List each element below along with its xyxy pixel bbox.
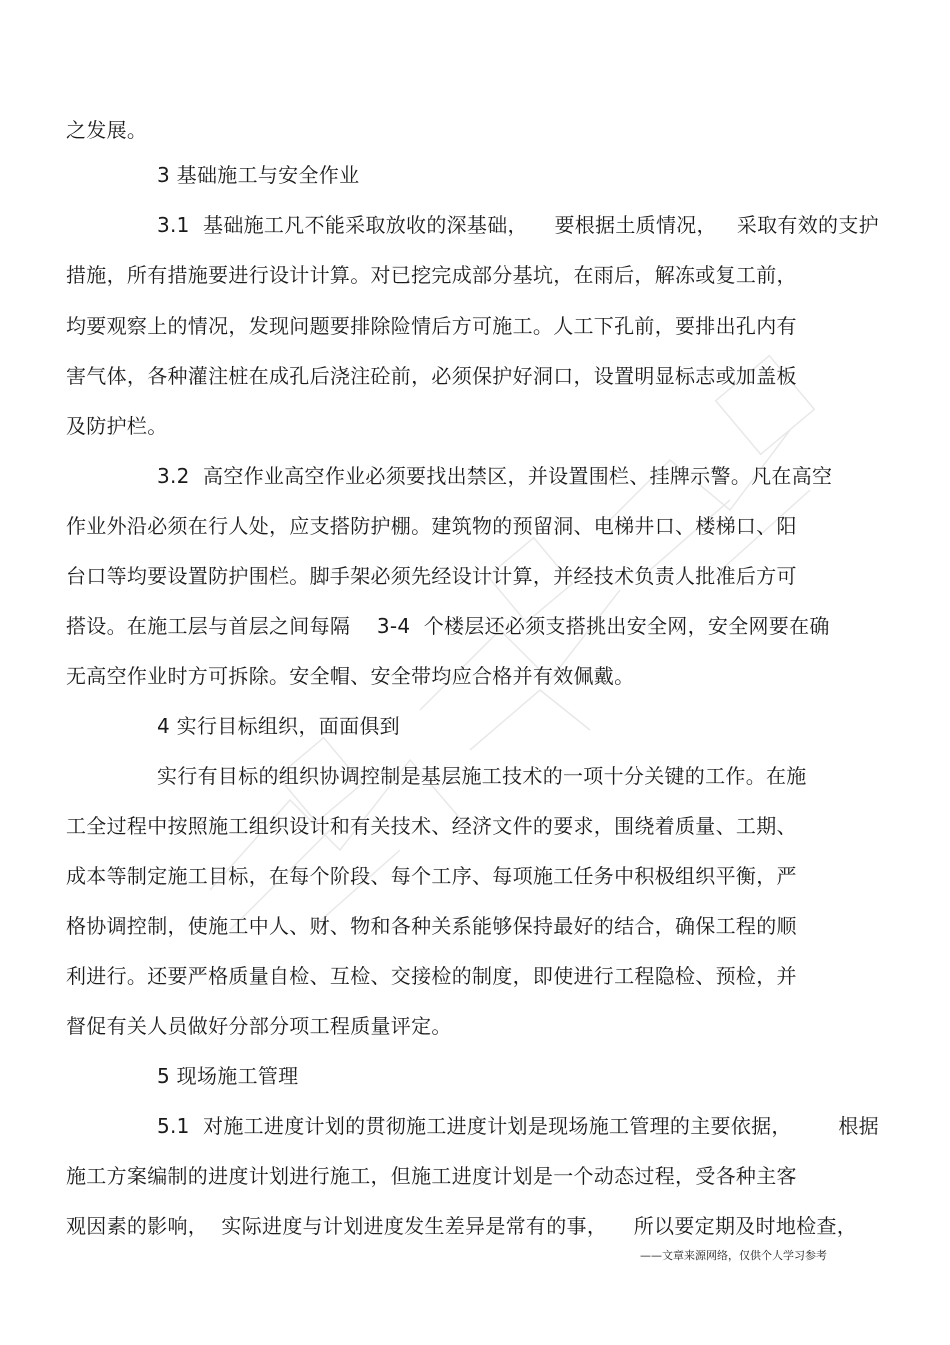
text-line: 观因素的影响， 实际进度与计划进度发生差异是常有的事， 所以要定期及时地检查， bbox=[66, 1214, 858, 1238]
text-line: 实行有目标的组织协调控制是基层施工技术的一项十分关键的工作。在施 bbox=[157, 764, 807, 788]
text-line: 利进行。还要严格质量自检、互检、交接检的制度，即使进行工程隐检、预检，并 bbox=[66, 964, 797, 988]
text-line: 工全过程中按照施工组织设计和有关技术、经济文件的要求，围绕着质量、工期、 bbox=[66, 814, 797, 838]
text-line: 害气体，各种灌注桩在成孔后浇注砼前，必须保护好洞口，设置明显标志或加盖板 bbox=[66, 364, 797, 388]
source-footnote: ——文章来源网络，仅供个人学习参考 bbox=[640, 1249, 827, 1262]
text-line: 施工方案编制的进度计划进行施工，但施工进度计划是一个动态过程，受各种主客 bbox=[66, 1164, 797, 1188]
text-line: 无高空作业时方可拆除。安全帽、安全带均应合格并有效佩戴。 bbox=[66, 664, 635, 688]
text-line: 及防护栏。 bbox=[66, 414, 168, 438]
text-line: 督促有关人员做好分部分项工程质量评定。 bbox=[66, 1014, 452, 1038]
section-heading-5: 5 现场施工管理 bbox=[157, 1064, 299, 1088]
watermark-graphic bbox=[170, 330, 870, 950]
text-line: 均要观察上的情况，发现问题要排除险情后方可施工。人工下孔前，要排出孔内有 bbox=[66, 314, 797, 338]
text-line: 之发展。 bbox=[66, 118, 148, 142]
text-line: 3.2 高空作业高空作业必须要找出禁区，并设置围栏、挂牌示警。凡在高空 bbox=[157, 464, 833, 488]
text-line: 搭设。在施工层与首层之间每隔 3-4 个楼层还必须支搭挑出安全网，安全网要在确 bbox=[66, 614, 830, 638]
text-line: 作业外沿必须在行人处，应支搭防护棚。建筑物的预留洞、电梯井口、楼梯口、阳 bbox=[66, 514, 797, 538]
text-line: 3.1 基础施工凡不能采取放收的深基础， 要根据土质情况， 采取有效的支护 bbox=[157, 213, 879, 237]
text-line: 格协调控制，使施工中人、财、物和各种关系能够保持最好的结合，确保工程的顺 bbox=[66, 914, 797, 938]
section-heading-3: 3 基础施工与安全作业 bbox=[157, 163, 360, 187]
text-line: 5.1 对施工进度计划的贯彻施工进度计划是现场施工管理的主要依据， 根据 bbox=[157, 1114, 879, 1138]
text-line: 台口等均要设置防护围栏。脚手架必须先经设计计算，并经技术负责人批准后方可 bbox=[66, 564, 797, 588]
section-heading-4: 4 实行目标组织，面面俱到 bbox=[157, 714, 400, 738]
text-line: 成本等制定施工目标，在每个阶段、每个工序、每项施工任务中积极组织平衡，严 bbox=[66, 864, 797, 888]
text-line: 措施，所有措施要进行设计计算。对已挖完成部分基坑，在雨后，解冻或复工前， bbox=[66, 263, 797, 287]
